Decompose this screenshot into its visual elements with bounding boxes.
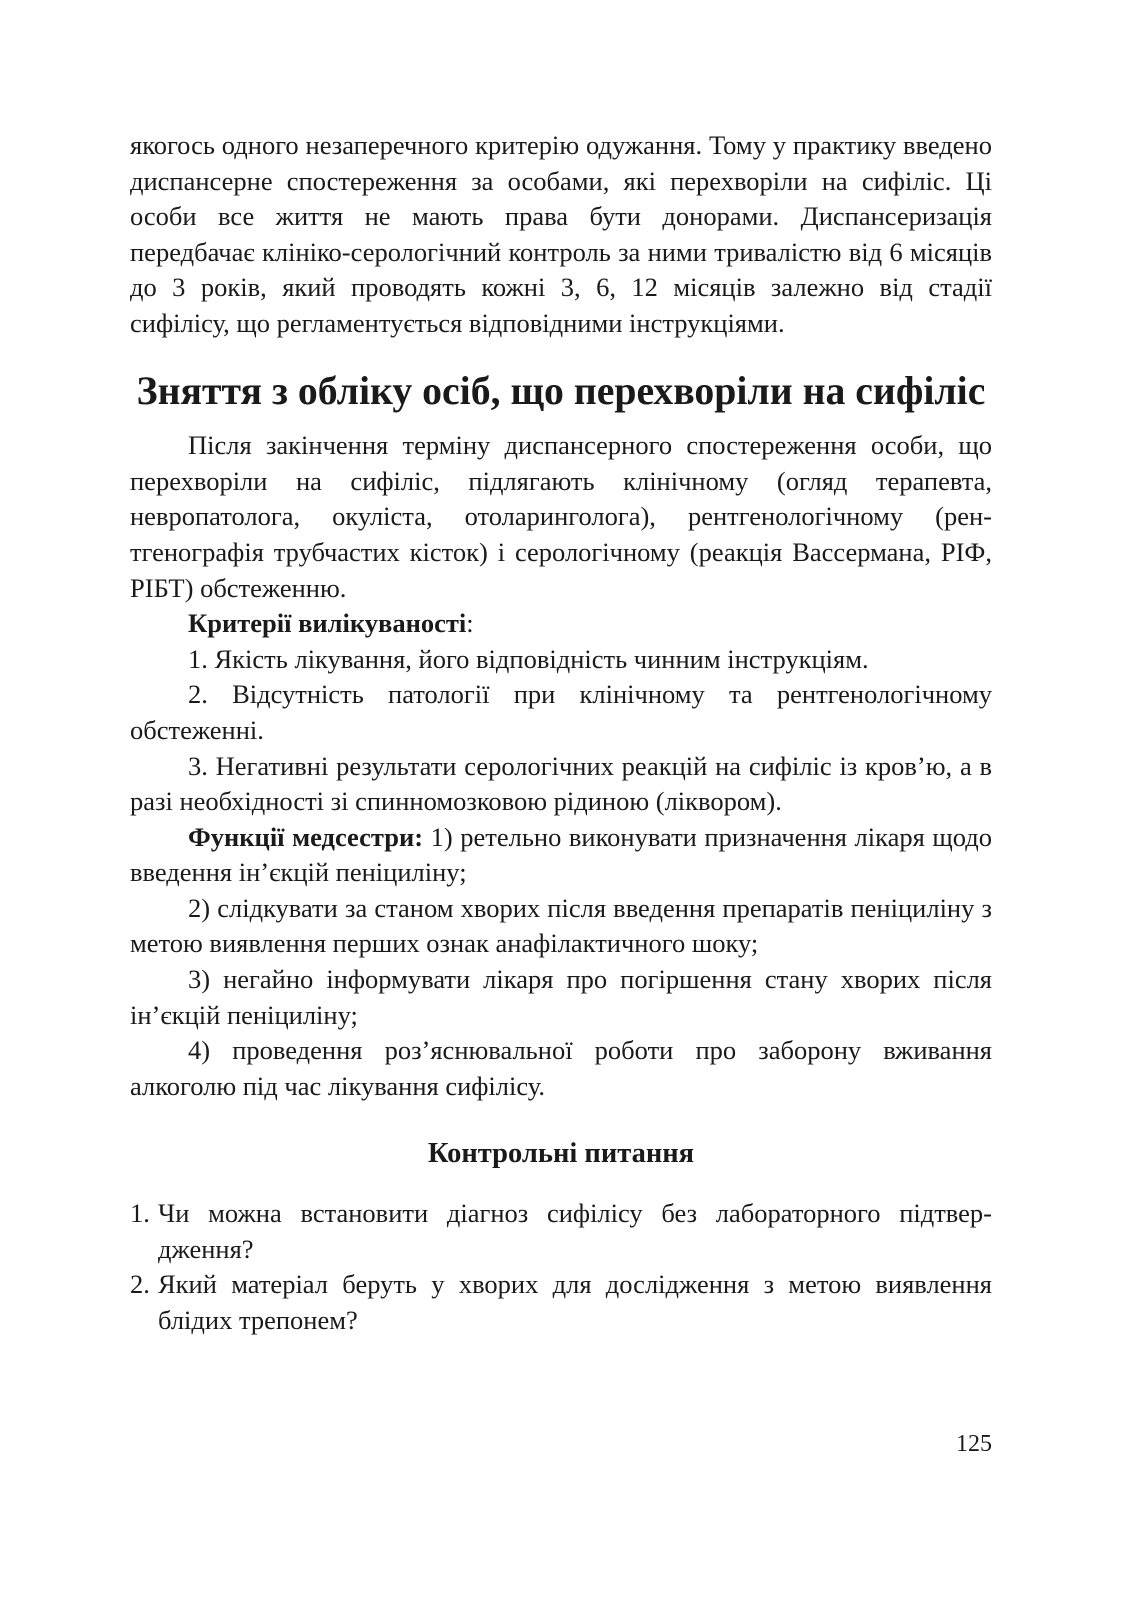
page-number: 125 bbox=[956, 1431, 992, 1457]
question-text-2: Який матеріал беруть у хворих для дослідження з метою виявлення блідих трепонем? bbox=[158, 1269, 992, 1335]
criteria-colon: : bbox=[466, 608, 474, 639]
nurse-function-3: 3) негайно інформувати лікаря про погіршення стану хворих після ін’єкцій пеніциліну; bbox=[130, 964, 992, 1030]
nurse-function-4: 4) проведення роз’яснювальної роботи про заборону вживання алкоголю під час лікування сифілісу. bbox=[130, 1035, 992, 1101]
nurse-functions-paragraph bbox=[130, 820, 992, 891]
question-text-1: Чи можна встановити діагноз сифілісу без лабораторного підтвердження? bbox=[158, 1198, 992, 1264]
document-page bbox=[130, 128, 992, 1338]
question-number-2: 2. bbox=[130, 1269, 150, 1300]
deregistration-paragraph: Після закінчення терміну диспансерного спостереження особи, що перехворіли на сифіліс, підлягають клінічному (огляд терапевта, невропатолога, окуліста, отоларинголога), рентгенологічному (рентгенографія трубчастих кісток) і серологічному (реакція Вассермана, РІФ, РІБТ) обстеженню. bbox=[130, 430, 992, 603]
nurse-functions-label: Функції медсестри: bbox=[188, 821, 424, 852]
criteria-label: Критерії вилікуваності bbox=[188, 608, 467, 639]
nurse-function-1: 1) ретельно виконувати призначення лікаря щодо введення ін’єкцій пеніциліну; bbox=[130, 821, 992, 888]
criteria-item-3: 3. Негативні результати серологічних реакцій на сифіліс із кров’ю, а в разі необхідності зі спинномозковою рідиною (ліквором). bbox=[130, 750, 992, 817]
criteria-label-line bbox=[130, 606, 992, 642]
intro-paragraph: якогось одного незаперечного критерію одужання. Тому у практику введено диспансерне спостереження за особами, які перехворіли на сифіліс. Ці особи все життя не мають права бути донорами. Диспансеризація передбачає клініко-серологічний контроль за ними тривалістю від 6 місяців до 3 років, який проводять кожні 3, 6, 12 місяців залежно від стадії сифілісу, що регламентується відповідними інструкціями. bbox=[130, 130, 992, 338]
section-heading: Зняття з обліку осіб, що перехворіли на сифіліс bbox=[136, 368, 986, 413]
questions-list bbox=[130, 1196, 992, 1338]
questions-heading: Контрольні питання bbox=[427, 1138, 695, 1170]
question-number-1: 1. bbox=[130, 1198, 150, 1229]
criteria-item-2: 2. Відсутність патології при клінічному та рентгенологічному обстеженні. bbox=[130, 679, 992, 745]
question-item-1 bbox=[130, 1196, 992, 1267]
criteria-item-1: 1. Якість лікування, його відповідність чинним інструкціям. bbox=[188, 643, 869, 674]
nurse-function-2: 2) слідкувати за станом хворих після введення препаратів пеніциліну з метою виявлення перших ознак анафілактичного шоку; bbox=[130, 892, 992, 959]
question-item-2 bbox=[130, 1267, 992, 1338]
